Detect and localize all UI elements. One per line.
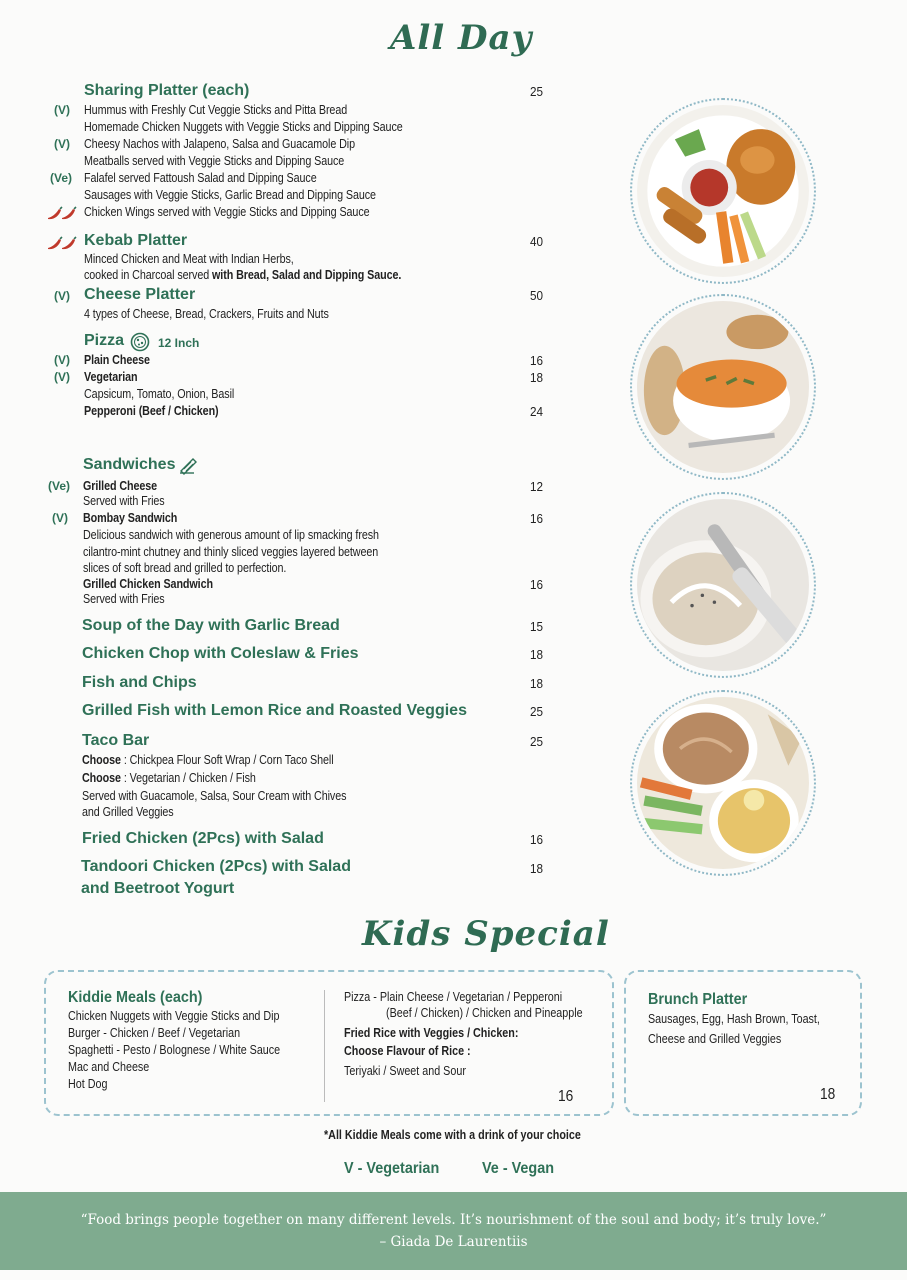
pizza-item: Vegetarian — [84, 370, 138, 384]
taco-bar-heading: Taco Bar — [82, 732, 150, 749]
cheese-platter-heading: Cheese Platter — [84, 286, 196, 303]
sandwich-desc: Served with Fries — [83, 494, 165, 508]
main-price: 25 — [530, 704, 544, 719]
diet-tag: (V) — [54, 353, 70, 367]
cheese-platter-price: 50 — [530, 288, 544, 303]
diet-tag: (V) — [54, 289, 70, 303]
bottom-strip — [0, 1270, 907, 1280]
pizza-heading: Pizza — [84, 332, 125, 349]
taco-desc: and Grilled Veggies — [82, 805, 174, 819]
main-price: 15 — [530, 619, 544, 634]
quote-footer — [0, 1192, 907, 1270]
platter-photo — [630, 98, 816, 284]
hummus-photo — [630, 492, 816, 678]
kiddie-item: Fried Rice with Veggies / Chicken: — [344, 1026, 519, 1040]
kebab-platter-price: 40 — [530, 234, 544, 249]
kiddie-item: Chicken Nuggets with Veggie Sticks and Dip — [68, 1009, 280, 1023]
kebab-desc — [84, 268, 401, 282]
main-item: Grilled Fish with Lemon Rice and Roasted Veggies — [82, 702, 467, 719]
main-price: 18 — [530, 676, 544, 691]
sandwich-item: Grilled Chicken Sandwich — [83, 577, 213, 591]
sharing-platter-heading: Sharing Platter (each) — [84, 82, 250, 99]
kiddie-item: (Beef / Chicken) / Chicken and Pineapple — [386, 1006, 583, 1020]
sandwich-price: 12 — [530, 479, 544, 494]
main-item: Fried Chicken (2Pcs) with Salad — [82, 830, 324, 847]
sandwich-desc: Served with Fries — [83, 592, 165, 606]
sandwich-desc: Delicious sandwich with generous amount of lip smacking fresh — [83, 528, 379, 542]
sandwich-desc: slices of soft bread and grilled to perfection. — [83, 561, 287, 575]
kiddie-meals-heading: Kiddie Meals (each) — [68, 989, 203, 1006]
pizza-size: 12 Inch — [158, 336, 200, 350]
taco-bar-price: 25 — [530, 734, 544, 749]
sharing-platter-price: 25 — [530, 84, 544, 99]
main-price: 18 — [530, 861, 544, 876]
sandwich-desc: cilantro-mint chutney and thinly sliced veggies layered between — [83, 545, 379, 559]
main-item: Chicken Chop with Coleslaw & Fries — [82, 645, 359, 662]
kebab-desc-bold: with Bread, Salad and Dipping Sauce. — [212, 268, 402, 282]
pizza-desc: Capsicum, Tomato, Onion, Basil — [84, 387, 235, 401]
pizza-icon — [130, 332, 150, 352]
kiddie-meals-price: 16 — [558, 1088, 574, 1105]
kids-special-title: Kids Special — [362, 914, 610, 954]
hummus-image — [637, 499, 809, 671]
taco-desc — [82, 771, 256, 785]
sharing-item: Hummus with Freshly Cut Veggie Sticks and Pitta Bread — [84, 103, 348, 117]
diet-tag: (Ve) — [50, 171, 73, 185]
taco-desc — [82, 753, 334, 767]
main-item: Soup of the Day with Garlic Bread — [82, 617, 340, 634]
diet-tag: (Ve) — [48, 479, 71, 493]
main-price: 18 — [530, 647, 544, 662]
diet-tag: (V) — [54, 370, 70, 384]
sharing-item: Sausages with Veggie Sticks, Garlic Bread and Dipping Sauce — [84, 188, 376, 202]
kiddie-item: Hot Dog — [68, 1077, 108, 1091]
pizza-price: 16 — [530, 353, 544, 368]
diet-tag: (V) — [54, 103, 70, 117]
diet-tag: (V) — [52, 511, 68, 525]
main-price: 16 — [530, 832, 544, 847]
legend-vegan: Ve - Vegan — [482, 1160, 555, 1177]
kiddie-item: Spaghetti - Pesto / Bolognese / White Sauce — [68, 1043, 281, 1057]
kebab-desc-part: cooked in Charcoal served — [84, 268, 213, 282]
sandwich-icon — [178, 456, 198, 476]
soup-photo — [630, 294, 816, 480]
taco-choose-label: Choose — [82, 771, 121, 785]
kiddie-item: Choose Flavour of Rice : — [344, 1044, 471, 1058]
chili-icon — [46, 205, 78, 221]
brunch-platter-price: 18 — [820, 1086, 836, 1103]
sandwiches-heading: Sandwiches — [83, 456, 176, 473]
sharing-item: Meatballs served with Veggie Sticks and Dipping Sauce — [84, 154, 345, 168]
pizza-item: Pepperoni (Beef / Chicken) — [84, 404, 219, 418]
main-item: and Beetroot Yogurt — [81, 880, 235, 897]
main-item: Fish and Chips — [82, 674, 197, 691]
kiddie-item: Teriyaki / Sweet and Sour — [344, 1064, 466, 1078]
footer-quote: “Food brings people together on many different levels. It’s nourishment of the soul and body; it’s truly love.” — [80, 1212, 827, 1228]
brunch-desc: Sausages, Egg, Hash Brown, Toast, — [648, 1012, 820, 1026]
all-day-title: All Day — [390, 18, 533, 58]
sharing-item: Falafel served Fattoush Salad and Dipping Sauce — [84, 171, 317, 185]
brunch-platter-heading: Brunch Platter — [648, 991, 748, 1008]
pizza-price: 24 — [530, 404, 544, 419]
kiddie-item: Mac and Cheese — [68, 1060, 150, 1074]
kiddie-divider — [324, 990, 325, 1102]
taco-choose-options: : Vegetarian / Chicken / Fish — [120, 771, 256, 785]
diet-tag: (V) — [54, 137, 70, 151]
brunch-desc: Cheese and Grilled Veggies — [648, 1032, 782, 1046]
sandwich-price: 16 — [530, 511, 544, 526]
pizza-item: Plain Cheese — [84, 353, 150, 367]
kebab-desc: Minced Chicken and Meat with Indian Herbs, — [84, 252, 294, 266]
kiddie-item: Pizza - Plain Cheese / Vegetarian / Pepperoni — [344, 990, 563, 1004]
taco-choose-label: Choose — [82, 753, 121, 767]
dips-image — [637, 697, 809, 869]
kebab-platter-heading: Kebab Platter — [84, 232, 188, 249]
sharing-item: Chicken Wings served with Veggie Sticks and Dipping Sauce — [84, 205, 370, 219]
sharing-item: Cheesy Nachos with Jalapeno, Salsa and Guacamole Dip — [84, 137, 356, 151]
dips-photo — [630, 690, 816, 876]
taco-choose-options: : Chickpea Flour Soft Wrap / Corn Taco Shell — [120, 753, 334, 767]
kiddie-note: *All Kiddie Meals come with a drink of your choice — [324, 1128, 581, 1142]
cheese-desc: 4 types of Cheese, Bread, Crackers, Fruits and Nuts — [84, 307, 329, 321]
platter-image — [637, 105, 809, 277]
kiddie-item: Burger - Chicken / Beef / Vegetarian — [68, 1026, 241, 1040]
main-item: Tandoori Chicken (2Pcs) with Salad — [81, 858, 351, 875]
footer-author: – Giada De Laurentiis — [379, 1234, 528, 1250]
taco-desc: Served with Guacamole, Salsa, Sour Cream with Chives — [82, 789, 347, 803]
sandwich-item: Bombay Sandwich — [83, 511, 178, 525]
pizza-price: 18 — [530, 370, 544, 385]
sharing-item: Homemade Chicken Nuggets with Veggie Sticks and Dipping Sauce — [84, 120, 403, 134]
legend-vegetarian: V - Vegetarian — [344, 1160, 440, 1177]
chili-icon — [46, 235, 78, 251]
soup-image — [637, 301, 809, 473]
sandwich-price: 16 — [530, 577, 544, 592]
sandwich-item: Grilled Cheese — [83, 479, 158, 493]
